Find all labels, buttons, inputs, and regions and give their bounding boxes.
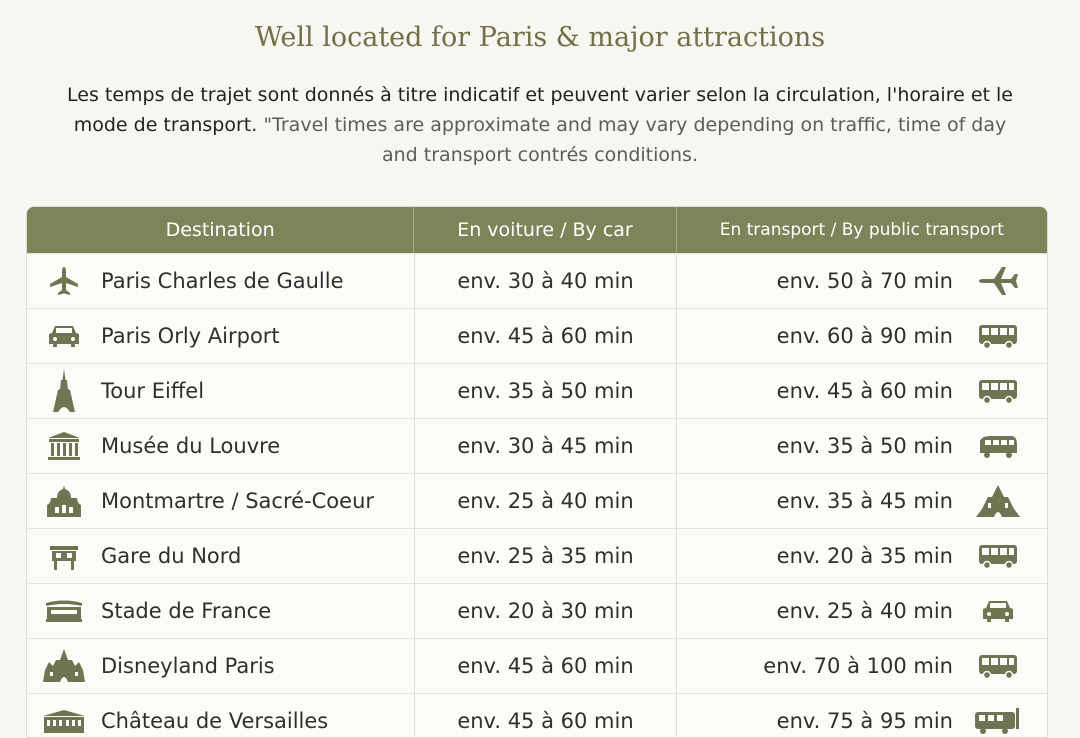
car-time: env. 45 à 60 min <box>457 709 634 733</box>
destination-cell <box>27 474 414 528</box>
transport-time: env. 75 à 95 min <box>776 709 953 733</box>
destination-cell <box>27 584 414 638</box>
table-row <box>27 308 1047 363</box>
destination-name: Gare du Nord <box>101 544 242 568</box>
destination-name: Musée du Louvre <box>101 434 281 458</box>
car-time: env. 30 à 40 min <box>457 269 634 293</box>
station-icon <box>27 540 101 572</box>
car-time: env. 20 à 30 min <box>457 599 634 623</box>
intro-english: "Travel times are approximate and may vary depending on traffic, time of day and transport contrés conditions. <box>263 114 1007 166</box>
table-row <box>27 583 1047 638</box>
transport-time: env. 60 à 90 min <box>776 324 953 348</box>
car-time-cell <box>414 694 677 738</box>
car-icon <box>967 597 1029 625</box>
table-row <box>27 528 1047 583</box>
transport-time: env. 50 à 70 min <box>776 269 953 293</box>
palace-icon <box>27 706 101 736</box>
car-time: env. 45 à 60 min <box>457 654 634 678</box>
train-icon <box>967 706 1029 736</box>
destination-name: Stade de France <box>101 599 272 623</box>
table-row <box>27 693 1047 738</box>
plane-icon <box>27 264 101 298</box>
castle-icon <box>27 648 101 684</box>
table-row <box>27 473 1047 528</box>
table-row <box>27 418 1047 473</box>
car-icon <box>27 322 101 350</box>
car-time-cell <box>414 584 677 638</box>
destination-name: Tour Eiffel <box>101 379 205 403</box>
bus-icon <box>967 542 1029 570</box>
destination-name: Paris Charles de Gaulle <box>101 269 344 293</box>
transport-time-cell <box>676 419 1047 473</box>
transport-time-cell <box>676 309 1047 363</box>
bus-icon <box>967 377 1029 405</box>
transport-time: env. 35 à 50 min <box>776 434 953 458</box>
transport-time: env. 70 à 100 min <box>763 654 953 678</box>
header-transport: En transport / By public transport <box>676 207 1047 253</box>
transport-time-cell <box>676 364 1047 418</box>
bus-icon <box>967 322 1029 350</box>
destination-cell <box>27 364 414 418</box>
eiffel-tower-icon <box>27 368 101 414</box>
transport-time-cell <box>676 694 1047 738</box>
destination-cell <box>27 419 414 473</box>
table-row <box>27 253 1047 308</box>
destination-cell <box>27 639 414 693</box>
car-time-cell <box>414 309 677 363</box>
destination-cell <box>27 309 414 363</box>
car-time-cell <box>414 474 677 528</box>
bus-icon <box>967 652 1029 680</box>
destination-name: Château de Versailles <box>101 709 329 733</box>
car-time-cell <box>414 639 677 693</box>
table-row <box>27 638 1047 693</box>
header-destination: Destination <box>165 219 275 241</box>
transport-time-cell <box>676 254 1047 308</box>
transport-time: env. 35 à 45 min <box>776 489 953 513</box>
transport-time-cell <box>676 584 1047 638</box>
transport-time: env. 20 à 35 min <box>776 544 953 568</box>
header-car: En voiture / By car <box>413 207 675 253</box>
landmark-icon <box>967 483 1029 519</box>
table-header <box>27 207 1047 253</box>
car-time-cell <box>414 364 677 418</box>
car-time-cell <box>414 419 677 473</box>
transport-time-cell <box>676 529 1047 583</box>
car-time: env. 30 à 45 min <box>457 434 634 458</box>
car-time-cell <box>414 529 677 583</box>
plane-icon <box>967 264 1029 298</box>
car-time: env. 35 à 50 min <box>457 379 634 403</box>
transport-time-cell <box>676 639 1047 693</box>
intro-french: Les temps de trajet sont donnés à titre indicatif et peuvent varier selon la circulation, l'horaire et le mode de transport. <box>67 84 1013 136</box>
transport-time: env. 25 à 40 min <box>776 599 953 623</box>
destination-name: Paris Orly Airport <box>101 324 280 348</box>
page-subtitle: Well located for Paris & major attractions <box>254 22 826 53</box>
transport-time: env. 45 à 60 min <box>776 379 953 403</box>
tram-icon <box>967 432 1029 460</box>
destination-name: Montmartre / Sacré-Coeur <box>101 489 375 513</box>
travel-times-table <box>26 206 1048 738</box>
stadium-icon <box>27 597 101 625</box>
basilica-icon <box>27 483 101 519</box>
car-time: env. 45 à 60 min <box>457 324 634 348</box>
destination-cell <box>27 254 414 308</box>
museum-icon <box>27 430 101 462</box>
table-body <box>27 253 1047 738</box>
car-time-cell <box>414 254 677 308</box>
table-row <box>27 363 1047 418</box>
destination-name: Disneyland Paris <box>101 654 275 678</box>
intro-text <box>60 80 1020 170</box>
car-time: env. 25 à 40 min <box>457 489 634 513</box>
destination-cell <box>27 529 414 583</box>
transport-time-cell <box>676 474 1047 528</box>
destination-cell <box>27 694 414 738</box>
car-time: env. 25 à 35 min <box>457 544 634 568</box>
